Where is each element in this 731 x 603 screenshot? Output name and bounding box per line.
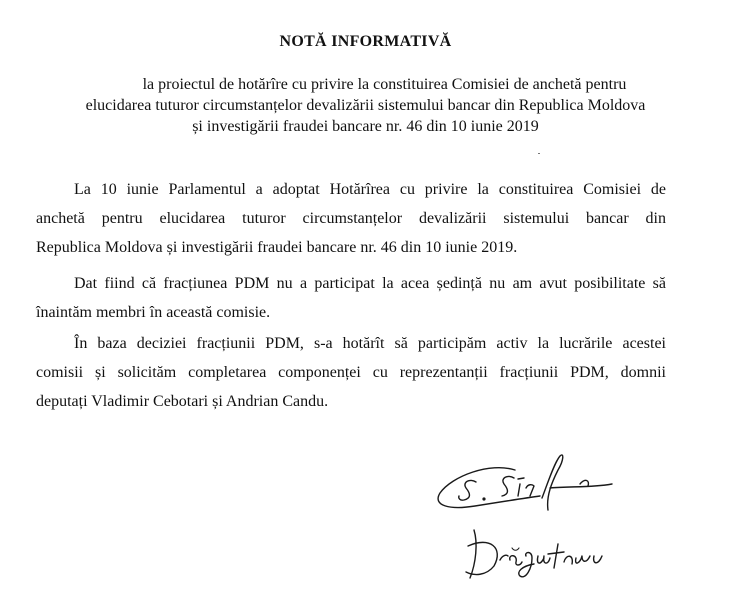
signature-second-s (502, 476, 514, 496)
paragraph-3 (36, 329, 666, 416)
document-subtitle (40, 74, 691, 137)
subtitle-line-1: la proiectul de hotărîre cu privire la constituirea Comisiei de anchetă pentru (142, 76, 627, 93)
signature-name-d (466, 530, 497, 578)
signature-loop (438, 468, 540, 508)
paragraph-2 (36, 269, 666, 327)
paragraph-1-line-3: Republica Moldova și investigării fraudei bancare nr. 46 din 10 iunie 2019. (36, 239, 518, 256)
paragraph-1-line-1: La 10 iunie Parlamentul a adoptat Hotărîrea cu privire la constituirea Comisiei de (74, 181, 666, 198)
paragraph-3-line-1: În baza deciziei fracțiunii PDM, s-a hotărît să participăm activ la lucrările acestei (74, 335, 666, 352)
signature-initial-s (459, 480, 476, 500)
handwritten-signature (430, 448, 630, 598)
paragraph-1 (36, 175, 666, 262)
signature-tall-stroke (542, 455, 563, 510)
signature-name-g (519, 553, 534, 577)
paragraph-2-line-2: înaintăm membri în această comisie. (36, 304, 271, 321)
subtitle-line-3: și investigării fraudei bancare nr. 46 din 10 iunie 2019 (192, 118, 539, 135)
signature-name-u (537, 556, 550, 563)
paragraph-3-line-2: comisii și solicităm completarea componenței cu reprezentanții fracțiunii PDM, domnii (36, 364, 666, 381)
paragraph-1-line-2: anchetă pentru elucidarea tuturor circumstanțelor devalizării sistemului bancar din (36, 210, 666, 227)
signature-name-t (548, 544, 564, 568)
subtitle-line-2: elucidarea tuturor circumstanțelor devalizării sistemului bancar din Republica Moldova (85, 97, 646, 114)
paragraph-3-line-3: deputați Vladimir Cebotari și Andrian Candu. (36, 393, 329, 410)
signature-name-anu (564, 556, 602, 564)
signature-tail (550, 484, 612, 488)
stray-mark (538, 153, 540, 154)
signature-letters (518, 484, 534, 496)
signature-name-ra (500, 555, 522, 565)
document-title: NOTĂ INFORMATIVĂ (279, 33, 452, 50)
paragraph-2-line-1: Dat fiind că fracțiunea PDM nu a participat la acea ședință nu am avut posibilitate să (74, 275, 666, 292)
